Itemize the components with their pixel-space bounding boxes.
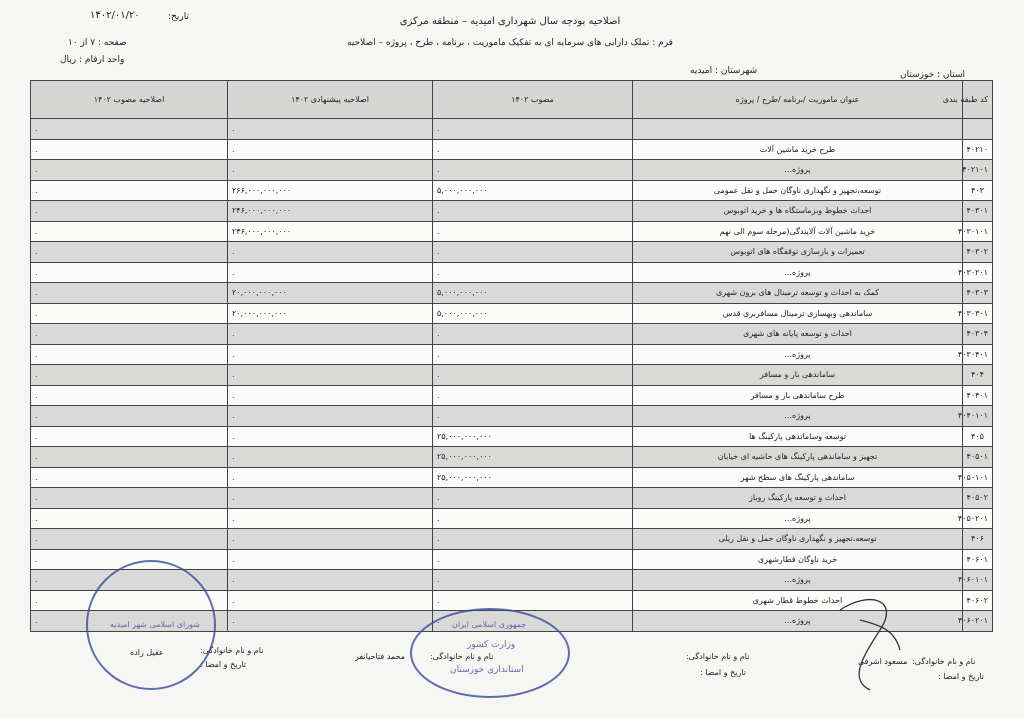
row-code: ۴۰۵۰۲۰۱ — [963, 508, 993, 529]
header-approved-amendment: اصلاحیه مصوب ۱۴۰۲ — [31, 81, 228, 119]
row-approved: . — [433, 262, 633, 283]
row-title: پروژه... — [633, 611, 963, 632]
province-label: استان : خوزستان — [900, 70, 966, 80]
row-title: طرح ساماندهی بار و مسافر — [633, 385, 963, 406]
header-code: کد طبقه بندی — [963, 81, 993, 119]
row-approved-amendment: . — [31, 529, 228, 550]
budget-table — [30, 80, 993, 632]
row-code: ۴۰۴۰۱۰۱ — [963, 406, 993, 427]
signatory-2-date: تاریخ و امضا : — [700, 668, 746, 677]
row-proposed: . — [228, 385, 433, 406]
stamp-1-line-2: وزارت کشور — [467, 640, 516, 650]
table-row — [31, 324, 993, 345]
row-approved-amendment: . — [31, 549, 228, 570]
row-code: ۴۰۲۱۰۱ — [963, 160, 993, 181]
row-proposed: ۲۴۶,۰۰۰,۰۰۰,۰۰۰ — [228, 201, 433, 222]
table-row — [31, 385, 993, 406]
row-proposed: . — [228, 549, 433, 570]
row-proposed: . — [228, 324, 433, 345]
signatory-1-label: نام و نام خانوادگی: — [912, 657, 976, 666]
header-approved: مصوب ۱۴۰۲ — [433, 81, 633, 119]
row-approved: ۵,۰۰۰,۰۰۰,۰۰۰ — [433, 303, 633, 324]
stamp-1-line-1: جمهوری اسلامی ایران — [452, 620, 527, 629]
row-code: ۴۰۵۰۲ — [963, 488, 993, 509]
row-proposed: . — [228, 447, 433, 468]
row-approved-amendment: . — [31, 385, 228, 406]
row-proposed: . — [228, 508, 433, 529]
row-code: ۴۰۳۰۳ — [963, 283, 993, 304]
row-code: ۴۰۳۰۱ — [963, 201, 993, 222]
row-proposed: ۲۴۶,۰۰۰,۰۰۰,۰۰۰ — [228, 221, 433, 242]
row-approved-amendment: . — [31, 406, 228, 427]
row-approved: . — [433, 590, 633, 611]
row-approved-amendment: . — [31, 262, 228, 283]
row-proposed: . — [228, 590, 433, 611]
table-row — [31, 344, 993, 365]
table-header-row — [31, 81, 993, 119]
row-title — [633, 119, 963, 140]
row-title: ساماندهی وبهسازی ترمینال مسافربری قدس — [633, 303, 963, 324]
row-approved-amendment: . — [31, 303, 228, 324]
row-proposed: . — [228, 344, 433, 365]
row-approved: . — [433, 139, 633, 160]
row-approved: ۵,۰۰۰,۰۰۰,۰۰۰ — [433, 180, 633, 201]
row-approved-amendment: . — [31, 344, 228, 365]
signatory-2-label: نام و نام خانوادگی: — [686, 652, 750, 661]
row-title: طرح خرید ماشین آلات — [633, 139, 963, 160]
row-code: ۴۰۶۰۲۰۱ — [963, 611, 993, 632]
table-row — [31, 467, 993, 488]
row-approved: . — [433, 508, 633, 529]
row-code: ۴۰۴۰۱ — [963, 385, 993, 406]
row-code: ۴۰۳۰۴۰۱ — [963, 344, 993, 365]
row-code: ۴۰۲۱۰ — [963, 139, 993, 160]
table-row — [31, 201, 993, 222]
row-code: ۴۰۶۰۱ — [963, 549, 993, 570]
date-value: ۱۴۰۲/۰۱/۲۰ — [90, 10, 140, 21]
table-row — [31, 447, 993, 468]
row-approved: . — [433, 242, 633, 263]
row-title: توسعه،تجهیز و نگهداری ناوگان حمل و نقل ریلی — [633, 529, 963, 550]
row-proposed: . — [228, 160, 433, 181]
table-row — [31, 139, 993, 160]
row-approved: . — [433, 406, 633, 427]
row-approved: ۵,۰۰۰,۰۰۰,۰۰۰ — [433, 283, 633, 304]
row-approved-amendment: . — [31, 221, 228, 242]
row-title: ساماندهی بار و مسافر — [633, 365, 963, 386]
signatory-3-label: نام و نام خانوادگی: — [430, 652, 494, 661]
row-approved-amendment: . — [31, 488, 228, 509]
row-title: پروژه... — [633, 262, 963, 283]
row-proposed: ۲۶۶,۰۰۰,۰۰۰,۰۰۰ — [228, 180, 433, 201]
row-code: ۴۰۳۰۲۰۱ — [963, 262, 993, 283]
table-row — [31, 508, 993, 529]
signatory-4-name: عقیل زاده — [130, 648, 164, 657]
row-title: احداث خطوط قطار شهری — [633, 590, 963, 611]
row-code: ۴۰۵ — [963, 426, 993, 447]
row-approved: . — [433, 488, 633, 509]
row-approved-amendment: . — [31, 508, 228, 529]
row-approved-amendment: . — [31, 590, 228, 611]
row-proposed: . — [228, 488, 433, 509]
row-approved-amendment: . — [31, 611, 228, 632]
row-approved-amendment: . — [31, 139, 228, 160]
row-approved: . — [433, 385, 633, 406]
row-approved-amendment: . — [31, 119, 228, 140]
table-row — [31, 426, 993, 447]
row-title: تجهیز و ساماندهی پارکینگ های حاشیه ای خیابان — [633, 447, 963, 468]
signature-1 — [830, 590, 910, 700]
row-code: ۴۰۵۰۱۰۱ — [963, 467, 993, 488]
page-number: صفحه : ۷ از ۱۰ — [68, 38, 127, 48]
row-approved: ۲۵,۰۰۰,۰۰۰,۰۰۰ — [433, 467, 633, 488]
row-proposed: . — [228, 119, 433, 140]
governorate-stamp — [410, 608, 570, 698]
row-approved: . — [433, 119, 633, 140]
table-row — [31, 488, 993, 509]
signatory-4-label: نام و نام خانوادگی: — [200, 646, 264, 655]
row-approved: ۲۵,۰۰۰,۰۰۰,۰۰۰ — [433, 426, 633, 447]
table-row — [31, 119, 993, 140]
row-approved-amendment: . — [31, 365, 228, 386]
row-approved: . — [433, 201, 633, 222]
row-proposed: . — [228, 139, 433, 160]
row-title: احداث و توسعه پارکینگ روباز — [633, 488, 963, 509]
row-title: خرید ناوگان قطارشهری — [633, 549, 963, 570]
row-title: ساماندهی پارکینگ های سطح شهر — [633, 467, 963, 488]
table-row — [31, 262, 993, 283]
signatory-1-date: تاریخ و امضا : — [938, 672, 984, 681]
date-label: تاریخ: — [168, 12, 189, 22]
row-approved: . — [433, 611, 633, 632]
currency-unit: واحد ارقام : ریال — [60, 55, 125, 65]
stamp-1-line-3: استانداری خوزستان — [450, 665, 524, 675]
row-title: پروژه... — [633, 508, 963, 529]
table-row — [31, 303, 993, 324]
row-code: ۴۰۴ — [963, 365, 993, 386]
row-approved: . — [433, 570, 633, 591]
row-proposed: . — [228, 611, 433, 632]
city-council-stamp — [86, 560, 216, 690]
row-approved-amendment: . — [31, 570, 228, 591]
row-title: احداث خطوط وبزماستگاه ها و خرید اتوبوس — [633, 201, 963, 222]
signatory-3-name: محمد فتاحیانفر — [355, 652, 405, 661]
row-approved-amendment: . — [31, 324, 228, 345]
row-code: ۴۰۶ — [963, 529, 993, 550]
row-title: توسعه،تجهیز و نگهداری ناوگان حمل و نقل عمومی — [633, 180, 963, 201]
table-row — [31, 242, 993, 263]
stamp-2-text: شورای اسلامی شهر امیدیه — [110, 620, 200, 629]
row-approved-amendment: . — [31, 242, 228, 263]
table-row — [31, 160, 993, 181]
table-row — [31, 221, 993, 242]
row-proposed: . — [228, 365, 433, 386]
row-approved-amendment: . — [31, 201, 228, 222]
signatory-4-date: تاریخ و امضا : — [200, 660, 246, 669]
row-code: ۴۰۶۰۲ — [963, 590, 993, 611]
row-proposed: . — [228, 242, 433, 263]
header-proposed: اصلاحیه پیشنهادی ۱۴۰۲ — [228, 81, 433, 119]
row-proposed: . — [228, 570, 433, 591]
row-proposed: . — [228, 467, 433, 488]
row-proposed: . — [228, 406, 433, 427]
row-approved: . — [433, 344, 633, 365]
row-approved: . — [433, 529, 633, 550]
row-proposed: . — [228, 529, 433, 550]
form-title: فرم : تملک دارایی های سرمایه ای به تفکیک ماموریت ، برنامه ، طرح ، پروژه – اصلاحیه — [347, 38, 673, 48]
city-label: شهرستان : امیدیه — [690, 66, 758, 76]
row-approved-amendment: . — [31, 426, 228, 447]
document-title: اصلاحیه بودجه سال شهرداری امیدیه – منطقه مرکزی — [399, 16, 621, 27]
row-title: پروژه... — [633, 344, 963, 365]
row-proposed: ۲۰,۰۰۰,۰۰۰,۰۰۰ — [228, 303, 433, 324]
row-approved-amendment: . — [31, 447, 228, 468]
row-code: ۴۰۳۰۲ — [963, 242, 993, 263]
row-approved-amendment: . — [31, 160, 228, 181]
table-row — [31, 180, 993, 201]
row-proposed: . — [228, 262, 433, 283]
row-code: ۴۰۳۰۴ — [963, 324, 993, 345]
table-row — [31, 283, 993, 304]
row-code: ۴۰۳ — [963, 180, 993, 201]
row-title: کمک به احداث و توسعه ترمینال های برون شهری — [633, 283, 963, 304]
row-code: ۴۰۳۰۳۰۱ — [963, 303, 993, 324]
row-approved: . — [433, 549, 633, 570]
row-approved: . — [433, 221, 633, 242]
row-approved-amendment: . — [31, 467, 228, 488]
row-code — [963, 119, 993, 140]
signatory-1-name: مسعود اشرفی — [858, 657, 908, 666]
row-title: احداث و توسعه پایانه های شهری — [633, 324, 963, 345]
row-title: پروژه... — [633, 160, 963, 181]
row-title: پروژه... — [633, 406, 963, 427]
row-proposed: . — [228, 426, 433, 447]
row-approved: ۲۵,۰۰۰,۰۰۰,۰۰۰ — [433, 447, 633, 468]
header-title: عنوان ماموریت /برنامه /طرح / پروژه — [633, 81, 963, 119]
row-title: توسعه وساماندهی پارکینگ ها — [633, 426, 963, 447]
row-title: تعمیرات و بازسازی توقفگاه های اتوبوس — [633, 242, 963, 263]
row-approved-amendment: . — [31, 180, 228, 201]
table-row — [31, 406, 993, 427]
row-approved: . — [433, 324, 633, 345]
row-approved: . — [433, 365, 633, 386]
row-code: ۴۰۳۰۱۰۱ — [963, 221, 993, 242]
row-proposed: ۲۰,۰۰۰,۰۰۰,۰۰۰ — [228, 283, 433, 304]
row-approved-amendment: . — [31, 283, 228, 304]
row-approved: . — [433, 160, 633, 181]
table-row — [31, 529, 993, 550]
row-code: ۴۰۵۰۱ — [963, 447, 993, 468]
row-title: خرید ماشین آلات آلایندگی(مرحله سوم الی نهم — [633, 221, 963, 242]
row-title: پروژه... — [633, 570, 963, 591]
row-code: ۴۰۶۰۱۰۱ — [963, 570, 993, 591]
table-row — [31, 365, 993, 386]
